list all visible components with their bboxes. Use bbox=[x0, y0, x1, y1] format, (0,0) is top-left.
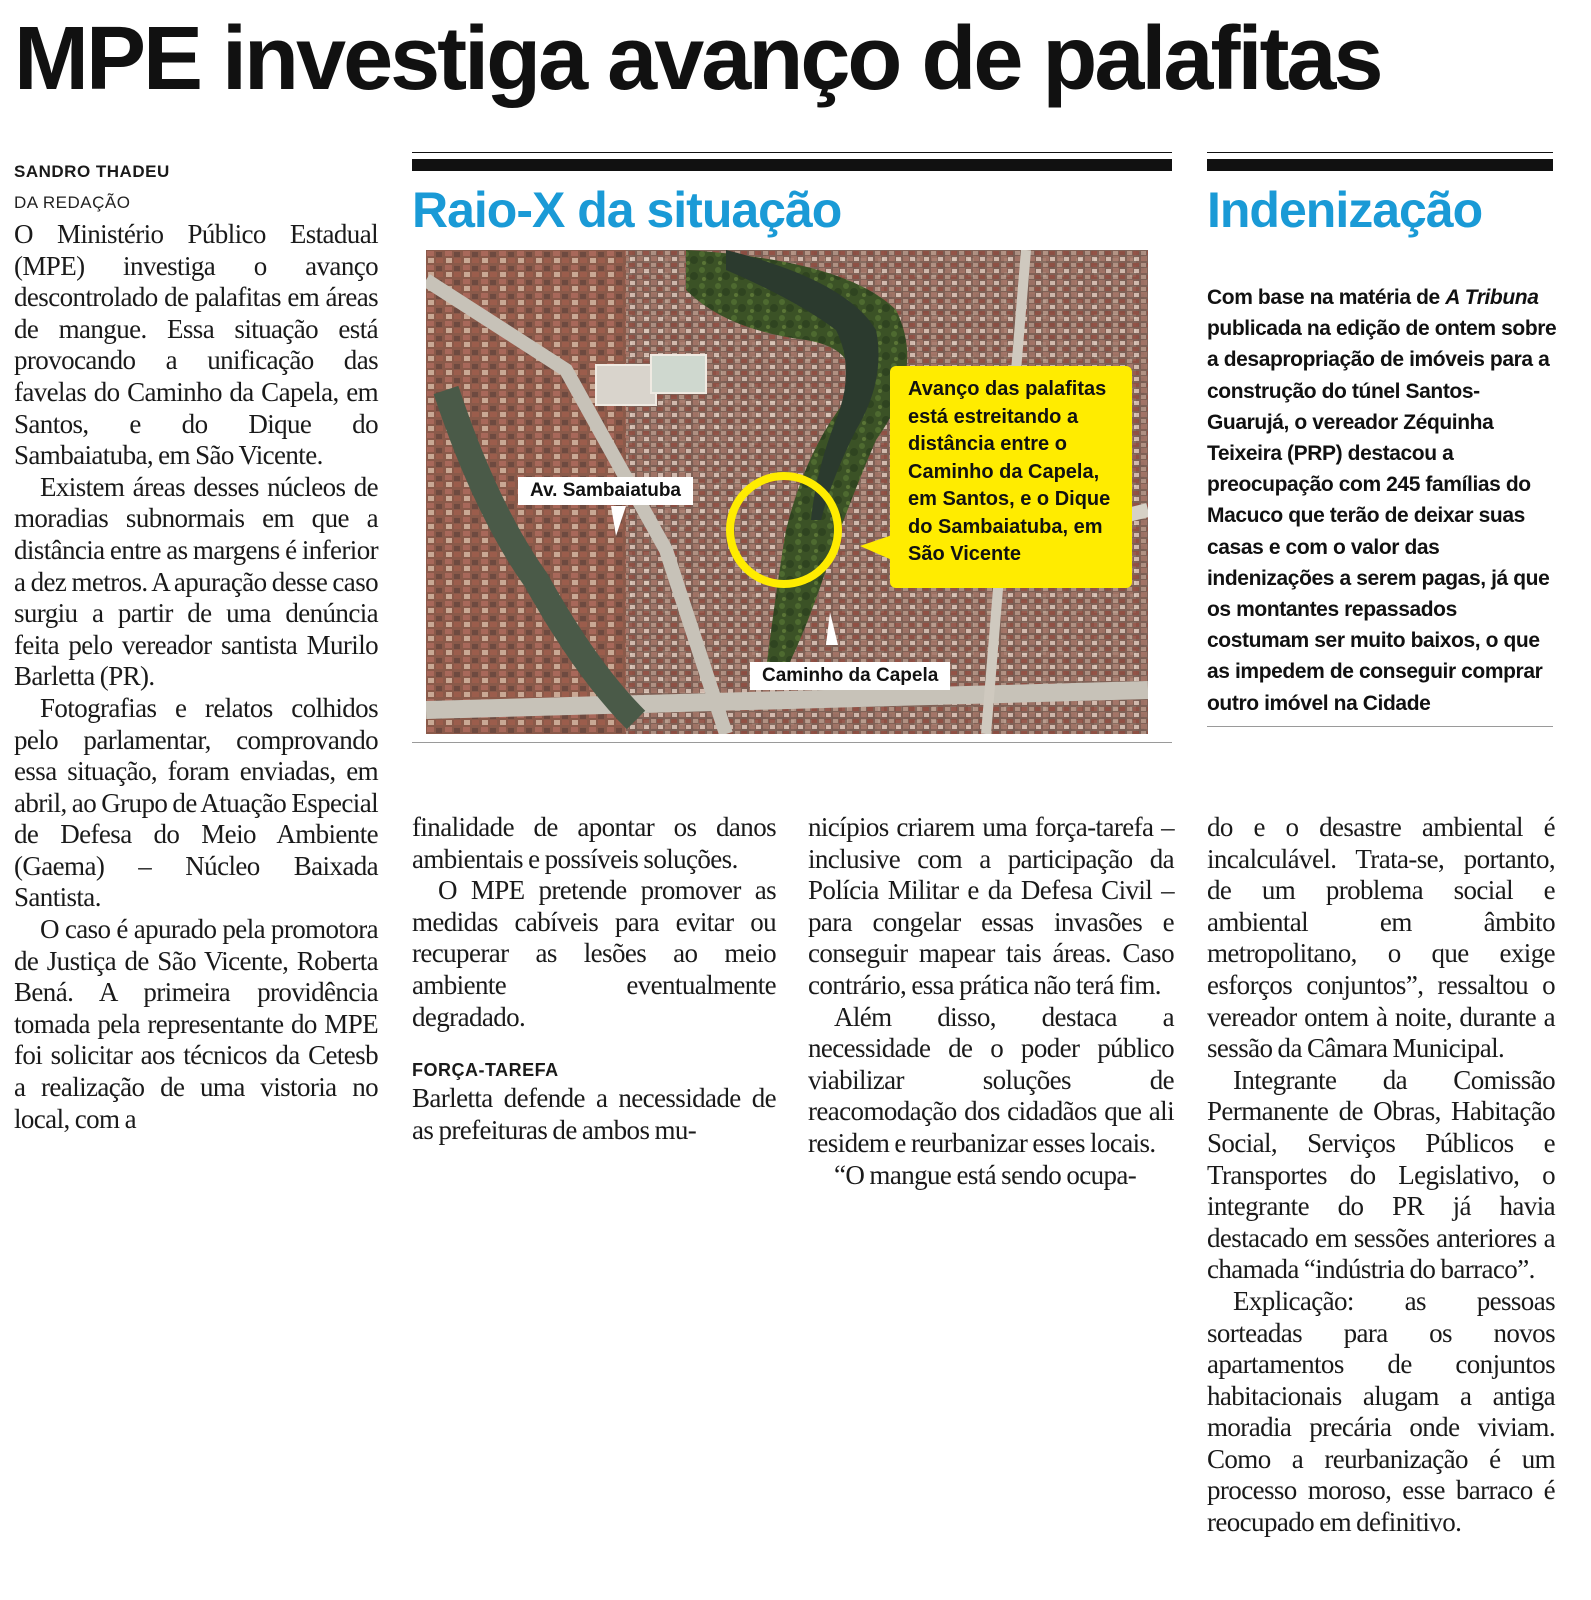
paragraph: O MPE pretende promover as medidas cabíveis para evitar ou recuperar as lesões ao meio ambiente eventualmente degradado. bbox=[412, 875, 776, 1032]
label-av-sambaiatuba: Av. Sambaiatuba bbox=[518, 477, 693, 505]
sidebar-top-rule bbox=[1207, 159, 1553, 171]
paragraph: Existem áreas desses núcleos de moradias subnormais em que a distância entre as margens é inferior a dez metros. A apuração desse caso surgiu a partir de uma denúncia feita pelo vereador santista Murilo Barletta (PR). bbox=[14, 471, 378, 692]
sidebar-top-hairline bbox=[1207, 152, 1553, 153]
raiox-top-hairline bbox=[412, 152, 1172, 153]
sidebar-publication: A Tribuna bbox=[1445, 286, 1539, 309]
raiox-top-rule bbox=[412, 159, 1172, 171]
article-column-3 bbox=[808, 812, 1174, 1191]
paragraph: Além disso, destaca a necessidade de o poder público viabilizar soluções de reacomodação dos cidadãos que ali residem e reurbanizar esses locais. bbox=[808, 1001, 1174, 1158]
paragraph: finalidade de apontar os danos ambientais e possíveis soluções. bbox=[412, 812, 776, 874]
byline-author: SANDRO THADEU bbox=[14, 162, 170, 181]
sidebar-lead: Com base na matéria de bbox=[1207, 286, 1446, 309]
byline-desk: DA REDAÇÃO bbox=[14, 193, 131, 212]
paragraph: Fotografias e relatos colhidos pelo parlamentar, comprovando essa situação, foram enviadas, em abril, ao Grupo de Atuação Especial de Defesa do Meio Ambiente (Gaema) – Núcleo Baixada Santista. bbox=[14, 692, 378, 913]
paragraph: O caso é apurado pela promotora de Justiça de São Vicente, Roberta Bená. A primeira providência tomada pela representante do MPE foi solicitar aos técnicos da Cetesb a realização de uma vistoria no local, com a bbox=[14, 914, 378, 1134]
paragraph: nicípios criarem uma força-tarefa – inclusive com a participação da Polícia Militar e da Defesa Civil – para congelar essas invasões e conseguir mapear tais áreas. Caso contrário, essa prática não terá fim. bbox=[808, 812, 1174, 1000]
subhead-forca-tarefa: FORÇA-TAREFA bbox=[412, 1060, 559, 1081]
article-column-2 bbox=[412, 812, 776, 1146]
sidebar-title: Indenização bbox=[1207, 182, 1483, 238]
label-caminho-da-capela: Caminho da Capela bbox=[750, 662, 950, 690]
sidebar-body: publicada na edição de ontem sobre a desapropriação de imóveis para a construção do túnel Santos-Guarujá, o vereador Zéquinha Teixeira (PRP) destacou a preocupação com 245 famílias do Macuco que terão de deixar suas casas e com o valor das indenizações a serem pagas, já que os montantes repassados costumam ser muito baixos, o que as impedem de conseguir comprar outro imóvel na Cidade bbox=[1207, 317, 1557, 715]
paragraph: Integrante da Comissão Permanente de Obras, Habitação Social, Serviços Públicos e Transportes do Legislativo, o integrante do PR já havia destacado em sessões anteriores a chamada “indústria do barraco”. bbox=[1207, 1064, 1555, 1285]
photo-callout: Avanço das palafitas está estreitando a distância entre o Caminho da Capela, em Santos, e o Dique do Sambaiatuba, em São Vicente bbox=[890, 366, 1132, 588]
raiox-bottom-rule bbox=[412, 742, 1172, 743]
paragraph: Explicação: as pessoas sorteadas para os novos apartamentos de conjuntos habitacionais alugam a antiga moradia precária onde viviam. Como a reurbanização é um processo moroso, esse barraco é reocupado em definitivo. bbox=[1207, 1285, 1555, 1538]
paragraph: O Ministério Público Estadual (MPE) investiga o avanço descontrolado de palafitas em áreas de mangue. Essa situação está provocando a unificação das favelas do Caminho da Capela, em Santos, e do Dique do Sambaiatuba, em São Vicente. bbox=[14, 219, 378, 471]
paragraph: do e o desastre ambiental é incalculável. Trata-se, portanto, de um problema social e ambiental em âmbito metropolitano, o que exige esforços conjuntos”, ressaltou o vereador ontem à noite, durante a sessão da Câmara Municipal. bbox=[1207, 812, 1555, 1064]
paragraph: “O mangue está sendo ocupa- bbox=[834, 1159, 1137, 1190]
sidebar-text bbox=[1207, 282, 1557, 719]
paragraph: Barletta defende a necessidade de as prefeituras de ambos mu- bbox=[412, 1083, 776, 1145]
raiox-title: Raio-X da situação bbox=[412, 182, 842, 238]
article-column-1 bbox=[14, 219, 378, 1135]
headline: MPE investiga avanço de palafitas bbox=[14, 9, 1381, 109]
article-column-4 bbox=[1207, 812, 1555, 1539]
aerial-photo bbox=[426, 250, 1148, 734]
sidebar-bottom-rule bbox=[1207, 726, 1553, 727]
